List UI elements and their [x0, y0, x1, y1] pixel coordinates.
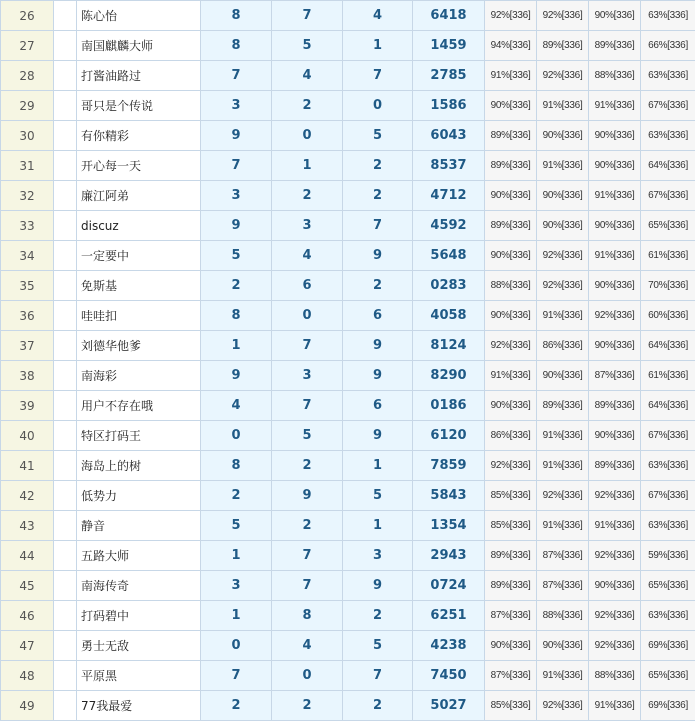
- accuracy-2: 92%[336]: [537, 691, 589, 721]
- accuracy-4: 67%[336]: [641, 91, 695, 121]
- accuracy-1: 90%[336]: [485, 391, 537, 421]
- accuracy-3: 88%[336]: [589, 61, 641, 91]
- accuracy-2: 86%[336]: [537, 331, 589, 361]
- digit-3: 2: [343, 181, 413, 211]
- table-row: [1, 211, 695, 241]
- accuracy-3: 90%[336]: [589, 121, 641, 151]
- accuracy-1: 90%[336]: [485, 241, 537, 271]
- accuracy-1: 89%[336]: [485, 211, 537, 241]
- accuracy-2: 89%[336]: [537, 31, 589, 61]
- digit-2: 3: [272, 211, 343, 241]
- accuracy-4: 63%[336]: [641, 1, 695, 31]
- member-name: discuz: [77, 211, 201, 241]
- spacer-cell: [54, 181, 77, 211]
- number-code: 1354: [413, 511, 485, 541]
- accuracy-1: 89%[336]: [485, 151, 537, 181]
- accuracy-1: 89%[336]: [485, 541, 537, 571]
- accuracy-4: 63%[336]: [641, 61, 695, 91]
- accuracy-4: 69%[336]: [641, 631, 695, 661]
- table-row: [1, 301, 695, 331]
- digit-3: 3: [343, 541, 413, 571]
- accuracy-2: 91%[336]: [537, 91, 589, 121]
- accuracy-2: 89%[336]: [537, 391, 589, 421]
- digit-1: 2: [201, 691, 272, 721]
- spacer-cell: [54, 301, 77, 331]
- digit-2: 7: [272, 1, 343, 31]
- accuracy-1: 89%[336]: [485, 121, 537, 151]
- spacer-cell: [54, 61, 77, 91]
- spacer-cell: [54, 661, 77, 691]
- digit-1: 8: [201, 1, 272, 31]
- table-row: [1, 61, 695, 91]
- accuracy-3: 90%[336]: [589, 1, 641, 31]
- accuracy-3: 90%[336]: [589, 331, 641, 361]
- spacer-cell: [54, 571, 77, 601]
- accuracy-3: 89%[336]: [589, 451, 641, 481]
- rank-cell: 40: [1, 421, 54, 451]
- accuracy-2: 91%[336]: [537, 301, 589, 331]
- table-row: [1, 631, 695, 661]
- digit-3: 9: [343, 331, 413, 361]
- accuracy-1: 85%[336]: [485, 691, 537, 721]
- accuracy-1: 90%[336]: [485, 181, 537, 211]
- number-code: 0186: [413, 391, 485, 421]
- member-name: 开心每一天: [77, 151, 201, 181]
- table-row: [1, 541, 695, 571]
- digit-2: 7: [272, 391, 343, 421]
- rank-cell: 36: [1, 301, 54, 331]
- accuracy-1: 88%[336]: [485, 271, 537, 301]
- digit-1: 3: [201, 91, 272, 121]
- digit-3: 7: [343, 661, 413, 691]
- accuracy-2: 91%[336]: [537, 421, 589, 451]
- number-code: 8124: [413, 331, 485, 361]
- digit-1: 8: [201, 301, 272, 331]
- digit-1: 4: [201, 391, 272, 421]
- accuracy-1: 92%[336]: [485, 331, 537, 361]
- accuracy-2: 87%[336]: [537, 571, 589, 601]
- rank-cell: 49: [1, 691, 54, 721]
- digit-1: 1: [201, 601, 272, 631]
- digit-1: 8: [201, 31, 272, 61]
- rank-cell: 45: [1, 571, 54, 601]
- spacer-cell: [54, 331, 77, 361]
- table-row: [1, 571, 695, 601]
- digit-1: 3: [201, 571, 272, 601]
- member-name: 有你精彩: [77, 121, 201, 151]
- member-name: 用户不存在哦: [77, 391, 201, 421]
- digit-2: 4: [272, 631, 343, 661]
- accuracy-3: 90%[336]: [589, 211, 641, 241]
- table-row: [1, 331, 695, 361]
- rank-cell: 48: [1, 661, 54, 691]
- member-name: 五路大师: [77, 541, 201, 571]
- accuracy-3: 90%[336]: [589, 151, 641, 181]
- member-name: 77我最爱: [77, 691, 201, 721]
- accuracy-4: 67%[336]: [641, 481, 695, 511]
- rank-cell: 43: [1, 511, 54, 541]
- number-code: 6418: [413, 1, 485, 31]
- digit-3: 9: [343, 571, 413, 601]
- rank-cell: 28: [1, 61, 54, 91]
- member-name: 廉江阿弟: [77, 181, 201, 211]
- accuracy-2: 87%[336]: [537, 541, 589, 571]
- accuracy-1: 87%[336]: [485, 601, 537, 631]
- accuracy-1: 89%[336]: [485, 571, 537, 601]
- accuracy-3: 92%[336]: [589, 601, 641, 631]
- digit-2: 0: [272, 661, 343, 691]
- accuracy-4: 67%[336]: [641, 181, 695, 211]
- accuracy-1: 90%[336]: [485, 91, 537, 121]
- spacer-cell: [54, 121, 77, 151]
- accuracy-1: 87%[336]: [485, 661, 537, 691]
- number-code: 6043: [413, 121, 485, 151]
- number-code: 0283: [413, 271, 485, 301]
- member-name: 南国麒麟大师: [77, 31, 201, 61]
- accuracy-3: 87%[336]: [589, 361, 641, 391]
- digit-1: 1: [201, 541, 272, 571]
- member-name: 哇哇扣: [77, 301, 201, 331]
- digit-1: 5: [201, 511, 272, 541]
- spacer-cell: [54, 241, 77, 271]
- accuracy-1: 85%[336]: [485, 481, 537, 511]
- number-code: 2785: [413, 61, 485, 91]
- accuracy-3: 91%[336]: [589, 91, 641, 121]
- accuracy-2: 91%[336]: [537, 661, 589, 691]
- accuracy-3: 89%[336]: [589, 391, 641, 421]
- accuracy-4: 63%[336]: [641, 511, 695, 541]
- table-row: [1, 691, 695, 721]
- digit-3: 7: [343, 211, 413, 241]
- member-name: 特区打码王: [77, 421, 201, 451]
- number-code: 2943: [413, 541, 485, 571]
- number-code: 5648: [413, 241, 485, 271]
- accuracy-4: 60%[336]: [641, 301, 695, 331]
- digit-2: 4: [272, 61, 343, 91]
- accuracy-4: 64%[336]: [641, 331, 695, 361]
- digit-2: 2: [272, 91, 343, 121]
- accuracy-4: 61%[336]: [641, 361, 695, 391]
- accuracy-4: 63%[336]: [641, 601, 695, 631]
- accuracy-2: 90%[336]: [537, 211, 589, 241]
- digit-1: 9: [201, 121, 272, 151]
- accuracy-4: 66%[336]: [641, 31, 695, 61]
- digit-1: 9: [201, 211, 272, 241]
- accuracy-3: 90%[336]: [589, 271, 641, 301]
- accuracy-3: 91%[336]: [589, 511, 641, 541]
- table-row: [1, 181, 695, 211]
- spacer-cell: [54, 391, 77, 421]
- rank-cell: 26: [1, 1, 54, 31]
- digit-1: 2: [201, 481, 272, 511]
- spacer-cell: [54, 601, 77, 631]
- number-code: 5843: [413, 481, 485, 511]
- digit-2: 0: [272, 121, 343, 151]
- rank-cell: 27: [1, 31, 54, 61]
- accuracy-3: 92%[336]: [589, 481, 641, 511]
- accuracy-2: 91%[336]: [537, 511, 589, 541]
- spacer-cell: [54, 421, 77, 451]
- rank-cell: 42: [1, 481, 54, 511]
- digit-2: 3: [272, 361, 343, 391]
- accuracy-2: 90%[336]: [537, 121, 589, 151]
- digit-2: 6: [272, 271, 343, 301]
- number-code: 4592: [413, 211, 485, 241]
- digit-1: 3: [201, 181, 272, 211]
- accuracy-1: 85%[336]: [485, 511, 537, 541]
- table-row: [1, 151, 695, 181]
- digit-3: 4: [343, 1, 413, 31]
- rank-cell: 44: [1, 541, 54, 571]
- member-name: 南海彩: [77, 361, 201, 391]
- accuracy-3: 91%[336]: [589, 241, 641, 271]
- accuracy-1: 90%[336]: [485, 301, 537, 331]
- spacer-cell: [54, 361, 77, 391]
- table-row: [1, 421, 695, 451]
- accuracy-3: 92%[336]: [589, 631, 641, 661]
- accuracy-2: 92%[336]: [537, 481, 589, 511]
- member-name: 平原黑: [77, 661, 201, 691]
- digit-3: 0: [343, 91, 413, 121]
- member-name: 一定要中: [77, 241, 201, 271]
- digit-1: 7: [201, 661, 272, 691]
- accuracy-4: 63%[336]: [641, 451, 695, 481]
- table-row: [1, 391, 695, 421]
- rank-cell: 41: [1, 451, 54, 481]
- number-code: 7859: [413, 451, 485, 481]
- spacer-cell: [54, 31, 77, 61]
- digit-2: 9: [272, 481, 343, 511]
- digit-2: 1: [272, 151, 343, 181]
- digit-2: 5: [272, 421, 343, 451]
- accuracy-3: 91%[336]: [589, 181, 641, 211]
- number-code: 8290: [413, 361, 485, 391]
- accuracy-3: 90%[336]: [589, 421, 641, 451]
- digit-2: 7: [272, 571, 343, 601]
- table-row: [1, 1, 695, 31]
- number-code: 4238: [413, 631, 485, 661]
- spacer-cell: [54, 691, 77, 721]
- accuracy-4: 64%[336]: [641, 391, 695, 421]
- rank-cell: 32: [1, 181, 54, 211]
- digit-2: 2: [272, 451, 343, 481]
- digit-3: 7: [343, 61, 413, 91]
- member-name: 海岛上的树: [77, 451, 201, 481]
- digit-1: 0: [201, 421, 272, 451]
- table-row: [1, 361, 695, 391]
- digit-3: 5: [343, 481, 413, 511]
- digit-3: 2: [343, 601, 413, 631]
- accuracy-2: 90%[336]: [537, 181, 589, 211]
- digit-1: 8: [201, 451, 272, 481]
- digit-3: 6: [343, 391, 413, 421]
- accuracy-2: 92%[336]: [537, 241, 589, 271]
- accuracy-4: 70%[336]: [641, 271, 695, 301]
- digit-2: 2: [272, 181, 343, 211]
- digit-3: 9: [343, 241, 413, 271]
- digit-3: 9: [343, 421, 413, 451]
- digit-2: 2: [272, 691, 343, 721]
- member-name: 刘德华他爹: [77, 331, 201, 361]
- member-name: 打码碧中: [77, 601, 201, 631]
- spacer-cell: [54, 511, 77, 541]
- digit-3: 6: [343, 301, 413, 331]
- rank-cell: 39: [1, 391, 54, 421]
- table-row: [1, 451, 695, 481]
- digit-2: 8: [272, 601, 343, 631]
- spacer-cell: [54, 541, 77, 571]
- rank-cell: 37: [1, 331, 54, 361]
- number-code: 4712: [413, 181, 485, 211]
- digit-1: 2: [201, 271, 272, 301]
- accuracy-1: 94%[336]: [485, 31, 537, 61]
- rank-cell: 31: [1, 151, 54, 181]
- spacer-cell: [54, 91, 77, 121]
- rank-cell: 34: [1, 241, 54, 271]
- number-code: 1459: [413, 31, 485, 61]
- table-row: [1, 91, 695, 121]
- digit-3: 2: [343, 151, 413, 181]
- number-code: 0724: [413, 571, 485, 601]
- rank-cell: 29: [1, 91, 54, 121]
- table-row: [1, 241, 695, 271]
- digit-2: 0: [272, 301, 343, 331]
- digit-1: 5: [201, 241, 272, 271]
- accuracy-3: 92%[336]: [589, 301, 641, 331]
- number-code: 5027: [413, 691, 485, 721]
- accuracy-4: 61%[336]: [641, 241, 695, 271]
- table-row: [1, 31, 695, 61]
- number-code: 1586: [413, 91, 485, 121]
- rank-cell: 47: [1, 631, 54, 661]
- accuracy-4: 64%[336]: [641, 151, 695, 181]
- number-code: 8537: [413, 151, 485, 181]
- digit-2: 4: [272, 241, 343, 271]
- table-body: [1, 1, 695, 721]
- accuracy-2: 92%[336]: [537, 1, 589, 31]
- accuracy-1: 92%[336]: [485, 1, 537, 31]
- accuracy-2: 88%[336]: [537, 601, 589, 631]
- table-row: [1, 121, 695, 151]
- member-name: 免斯基: [77, 271, 201, 301]
- accuracy-3: 90%[336]: [589, 571, 641, 601]
- digit-3: 1: [343, 451, 413, 481]
- table-row: [1, 511, 695, 541]
- table-row: [1, 661, 695, 691]
- accuracy-3: 89%[336]: [589, 31, 641, 61]
- accuracy-1: 91%[336]: [485, 361, 537, 391]
- digit-2: 7: [272, 331, 343, 361]
- table-row: [1, 271, 695, 301]
- digit-1: 9: [201, 361, 272, 391]
- member-name: 低势力: [77, 481, 201, 511]
- digit-1: 7: [201, 151, 272, 181]
- spacer-cell: [54, 631, 77, 661]
- accuracy-3: 88%[336]: [589, 661, 641, 691]
- accuracy-4: 63%[336]: [641, 121, 695, 151]
- member-name: 哥只是个传说: [77, 91, 201, 121]
- digit-3: 1: [343, 511, 413, 541]
- accuracy-2: 91%[336]: [537, 151, 589, 181]
- digit-2: 5: [272, 31, 343, 61]
- number-code: 7450: [413, 661, 485, 691]
- digit-1: 1: [201, 331, 272, 361]
- digit-2: 7: [272, 541, 343, 571]
- accuracy-1: 92%[336]: [485, 451, 537, 481]
- accuracy-1: 90%[336]: [485, 631, 537, 661]
- rank-cell: 46: [1, 601, 54, 631]
- accuracy-3: 91%[336]: [589, 691, 641, 721]
- table-row: [1, 601, 695, 631]
- accuracy-4: 69%[336]: [641, 691, 695, 721]
- spacer-cell: [54, 481, 77, 511]
- accuracy-4: 65%[336]: [641, 571, 695, 601]
- member-name: 勇士无敌: [77, 631, 201, 661]
- accuracy-3: 92%[336]: [589, 541, 641, 571]
- accuracy-2: 92%[336]: [537, 271, 589, 301]
- accuracy-2: 91%[336]: [537, 451, 589, 481]
- rank-cell: 35: [1, 271, 54, 301]
- rank-cell: 30: [1, 121, 54, 151]
- spacer-cell: [54, 271, 77, 301]
- digit-3: 2: [343, 691, 413, 721]
- digit-3: 5: [343, 631, 413, 661]
- accuracy-2: 92%[336]: [537, 61, 589, 91]
- spacer-cell: [54, 451, 77, 481]
- rank-cell: 33: [1, 211, 54, 241]
- digit-3: 2: [343, 271, 413, 301]
- accuracy-4: 59%[336]: [641, 541, 695, 571]
- number-code: 6120: [413, 421, 485, 451]
- member-name: 南海传奇: [77, 571, 201, 601]
- member-name: 静音: [77, 511, 201, 541]
- accuracy-1: 86%[336]: [485, 421, 537, 451]
- spacer-cell: [54, 151, 77, 181]
- accuracy-1: 91%[336]: [485, 61, 537, 91]
- spacer-cell: [54, 1, 77, 31]
- digit-1: 0: [201, 631, 272, 661]
- digit-3: 1: [343, 31, 413, 61]
- member-name: 陈心怡: [77, 1, 201, 31]
- digit-3: 9: [343, 361, 413, 391]
- digit-3: 5: [343, 121, 413, 151]
- table-row: [1, 481, 695, 511]
- accuracy-4: 65%[336]: [641, 661, 695, 691]
- member-name: 打酱油路过: [77, 61, 201, 91]
- number-code: 4058: [413, 301, 485, 331]
- digit-2: 2: [272, 511, 343, 541]
- rank-cell: 38: [1, 361, 54, 391]
- number-code: 6251: [413, 601, 485, 631]
- accuracy-4: 65%[336]: [641, 211, 695, 241]
- accuracy-4: 67%[336]: [641, 421, 695, 451]
- digit-1: 7: [201, 61, 272, 91]
- spacer-cell: [54, 211, 77, 241]
- accuracy-2: 90%[336]: [537, 361, 589, 391]
- accuracy-2: 90%[336]: [537, 631, 589, 661]
